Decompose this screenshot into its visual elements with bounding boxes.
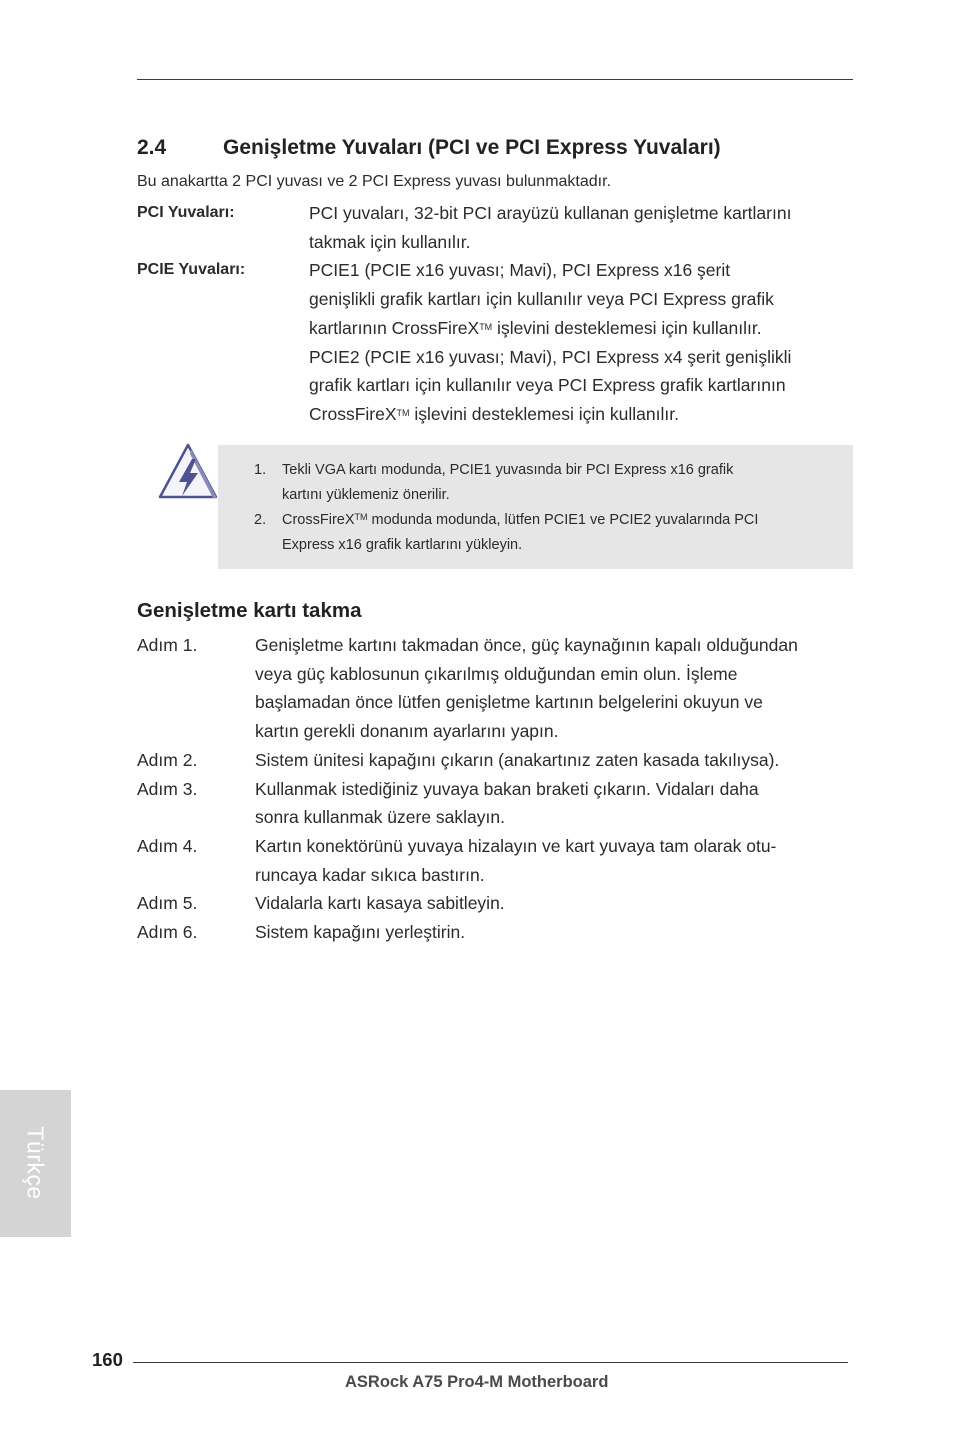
pcie-slots-term: PCIE Yuvaları: [137,261,246,279]
pci-slots-row [137,199,853,256]
step-4 [137,832,857,889]
pcie-desc-line [309,314,853,343]
note-line: kartını yüklemeniz önerilir. [282,487,450,503]
section-title: Genişletme Yuvaları (PCI ve PCI Express Yuvaları) [223,136,721,159]
step-5 [137,889,857,918]
note-line: Tekli VGA kartı modunda, PCIE1 yuvasında bir PCI Express x16 grafik [282,462,734,478]
step-label: Adım 2. [137,749,198,770]
pcie-desc-text: işlevini desteklemesi için kullanılır. [409,403,679,424]
trademark-mark: TM [479,321,493,332]
step-line: Kullanmak istediğiniz yuvaya bakan braketi çıkarın. Vidaları daha [255,778,759,799]
note-line-text: CrossFireX [282,512,355,528]
note-line: Express x16 grafik kartlarını yükleyin. [282,537,523,553]
step-text [255,889,857,918]
pcie-desc-line: PCIE1 (PCIE x16 yuvası; Mavi), PCI Express x16 şerit [309,260,731,281]
step-line: runcaya kadar sıkıca bastırın. [255,864,485,885]
language-tab [0,1090,71,1237]
step-label: Adım 3. [137,778,198,799]
step-label: Adım 5. [137,893,198,914]
section-intro: Bu anakartta 2 PCI yuvası ve 2 PCI Express yuvası bulunmaktadır. [137,173,612,190]
top-rule [137,79,853,80]
pcie-desc-text: kartlarının CrossFireX [309,317,480,338]
step-line: Sistem kapağını yerleştirin. [255,922,466,943]
note-number: 2. [254,512,267,528]
pcie-desc-line: PCIE2 (PCIE x16 yuvası; Mavi), PCI Express x4 şerit genişlikli [309,346,792,367]
step-text [255,775,857,832]
pcie-desc-line: genişlikli grafik kartları için kullanılır veya PCI Express grafik [309,289,774,310]
page-number: 160 [92,1349,123,1370]
pcie-slots-row [137,256,853,428]
step-line: Vidalarla kartı kasaya sabitleyin. [255,893,505,914]
pcie-desc-line: grafik kartları için kullanılır veya PCI Express grafik kartlarının [309,375,786,396]
note-list [254,458,844,558]
step-label: Adım 1. [137,635,198,655]
step-line: kartın gerekli donanım ayarlarını yapın. [255,721,559,742]
pci-desc-line: PCI yuvaları, 32-bit PCI arayüzü kullanan genişletme kartlarını [309,203,792,223]
step-text [255,631,857,746]
language-tab-label: Türkçe [22,1126,49,1200]
install-steps [137,631,857,947]
note-item [254,458,844,508]
step-label: Adım 6. [137,922,198,943]
step-line: Genişletme kartını takmadan önce, güç kaynağının kapalı olduğundan [255,635,798,655]
trademark-mark: TM [396,407,410,418]
note-item [254,508,844,558]
bottom-rule [133,1362,848,1363]
step-3 [137,775,857,832]
note-text [282,458,844,508]
step-line: veya güç kablosunun çıkarılmış olduğundan emin olun. İşleme [255,663,738,684]
warning-icon [157,441,219,501]
step-text [255,746,857,775]
step-text [255,918,857,947]
pcie-desc-text: CrossFireX [309,403,397,424]
step-2 [137,746,857,775]
pcie-slots-desc [309,256,853,428]
note-line [282,508,844,533]
step-line: Sistem ünitesi kapağını çıkarın (anakartınız zaten kasada takılıysa). [255,749,780,770]
section-heading [137,136,721,160]
section-number: 2.4 [137,136,167,159]
trademark-mark: TM [354,512,368,522]
step-line: Kartın konektörünü yuvaya hizalayın ve kart yuvaya tam olarak otu- [255,835,777,856]
step-line: sonra kullanmak üzere saklayın. [255,807,505,828]
note-line-text: modunda modunda, lütfen PCIE1 ve PCIE2 yuvalarında PCI [367,512,759,528]
step-6 [137,918,857,947]
install-heading: Genişletme kartı takma [137,599,362,622]
slot-definitions [137,199,853,429]
step-1 [137,631,857,746]
pcie-desc-line [309,400,853,429]
step-line: başlamadan önce lütfen genişletme kartının belgelerini okuyun ve [255,692,763,713]
step-text [255,832,857,889]
pci-slots-term: PCI Yuvaları: [137,204,235,221]
pci-desc-line: takmak için kullanılır. [309,231,471,252]
footer-product: ASRock A75 Pro4-M Motherboard [345,1373,609,1391]
pcie-desc-text: işlevini desteklemesi için kullanılır. [492,317,762,338]
step-label: Adım 4. [137,835,198,856]
pci-slots-desc [309,199,853,256]
note-number: 1. [254,462,267,478]
note-text [282,508,844,558]
